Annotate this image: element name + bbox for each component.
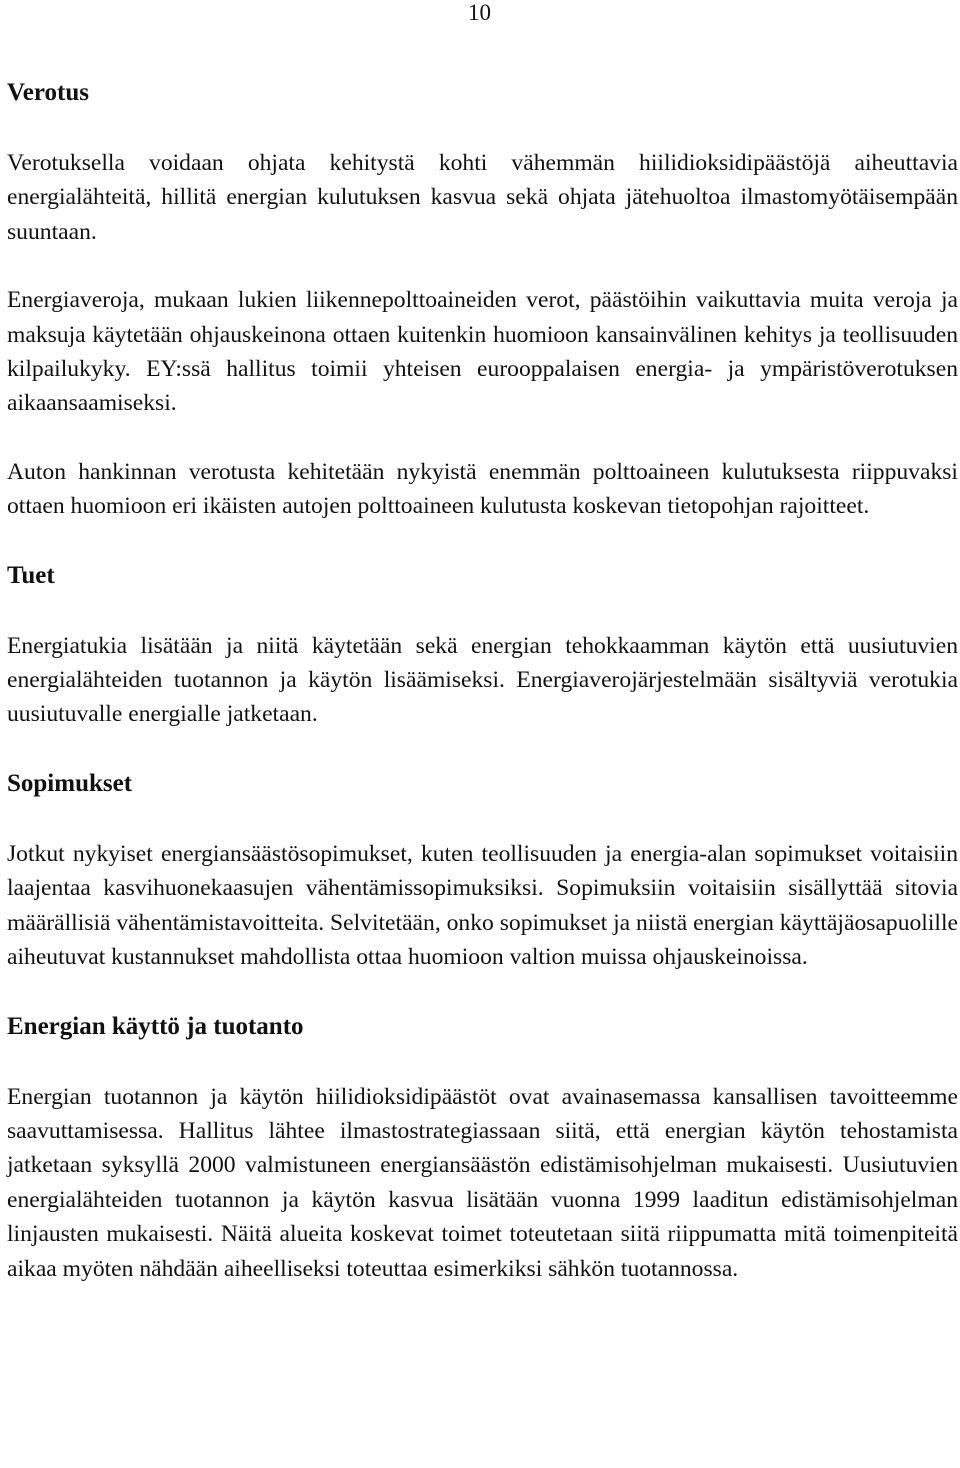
- section-heading-verotus: Verotus: [7, 79, 89, 106]
- paragraph: Energiaveroja, mukaan lukien liikennepolttoaineiden verot, päästöihin vaikuttavia muita veroja ja maksuja käytetään ohjauskeinona ottaen kuitenkin huomioon kansainvälinen kehitys ja teollisuuden kilpailukyky. EY:ssä hallitus toimii yhteisen eurooppalaisen energia- ja ympäristöverotuksen aikaansaamiseksi.: [7, 287, 958, 417]
- paragraph: Jotkut nykyiset energiansäästösopimukset, kuten teollisuuden ja energia-alan sopimukset voitaisiin laajentaa kasvihuonekaasujen vähentämissopimuksiksi. Sopimuksiin voitaisiin sisällyttää sitovia määrällisiä vähentämistavoitteita. Selvitetään, onko sopimukset ja niistä energian käyttäjäosapuolille aiheutuvat kustannukset mahdollista ottaa huomioon valtion muissa ohjauskeinoissa.: [7, 840, 958, 971]
- paragraph: Verotuksella voidaan ohjata kehitystä kohti vähemmän hiilidioksidipäästöjä aiheuttavia energialähteitä, hillitä energian kulutuksen kasvua sekä ohjata jätehuoltoa ilmastomyötäisempään suuntaan.: [7, 150, 958, 245]
- section-heading-tuet: Tuet: [7, 561, 55, 589]
- paragraph: Auton hankinnan verotusta kehitetään nykyistä enemmän polttoaineen kulutuksesta riippuvaksi ottaen huomioon eri ikäisten autojen polttoaineen kulutusta koskevan tietopohjan rajoitteet.: [7, 458, 958, 520]
- section-heading-sopimukset: Sopimukset: [7, 769, 133, 797]
- page-number: 10: [468, 0, 491, 25]
- paragraph: Energian tuotannon ja käytön hiilidioksidipäästöt ovat avainasemassa kansallisen tavoitteemme saavuttamisessa. Hallitus lähtee ilmastostrategiassaan siitä, että energian käytön tehostamista jatketaan syksyllä 2000 valmistuneen energiansäästön edistämisohjelman mukaisesti. Uusiutuvien energialähteiden tuotannon ja käytön kasvua lisätään vuonna 1999 laaditun edistämisohjelman linjausten mukaisesti. Näitä alueita koskevat toimet toteutetaan siitä riippumatta mitä toimenpiteitä aikaa myöten nähdään aiheelliseksi toteuttaa esimerkiksi sähkön tuotannossa.: [7, 1083, 958, 1282]
- paragraph: Energiatukia lisätään ja niitä käytetään sekä energian tehokkaamman käytön että uusiutuvien energialähteiden tuotannon ja käytön lisäämiseksi. Energiaverojärjestelmään sisältyviä verotukia uusiutuvalle energialle jatketaan.: [7, 632, 958, 728]
- section-heading-energian-kaytto-ja-tuotanto: Energian käyttö ja tuotanto: [7, 1012, 304, 1040]
- document-body: [7, 74, 958, 1286]
